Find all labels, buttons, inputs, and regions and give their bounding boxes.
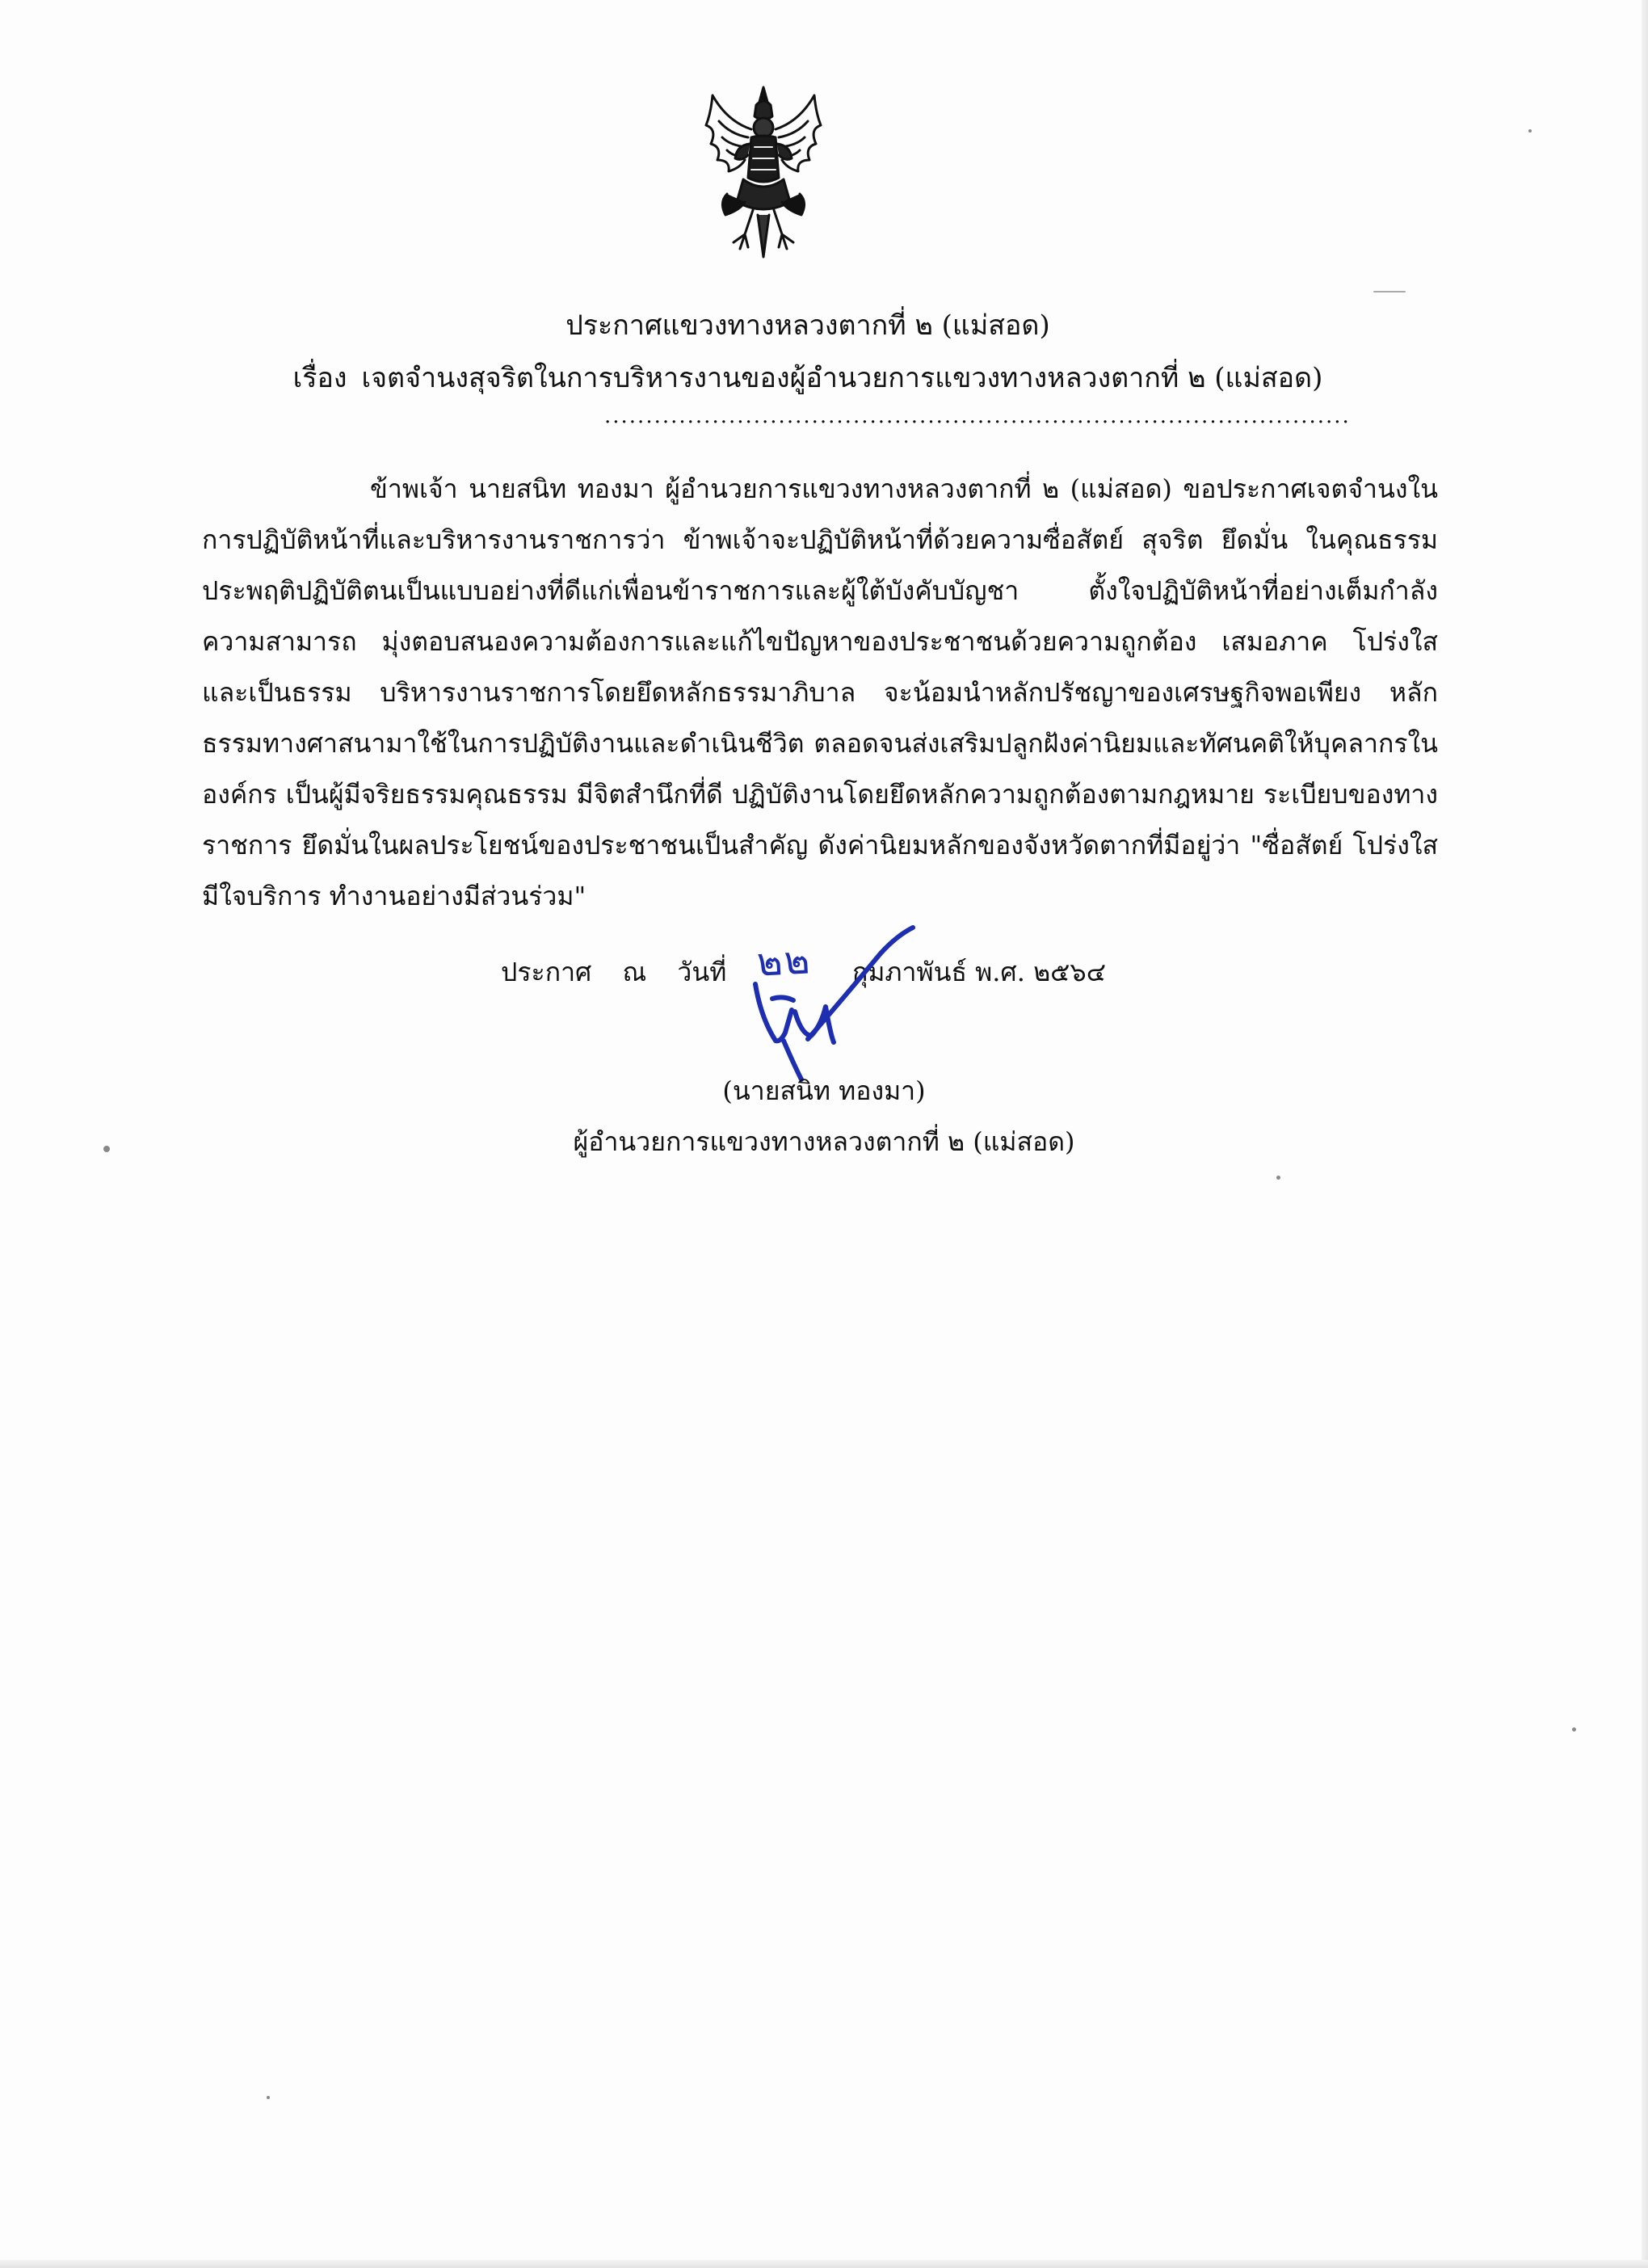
announcement-paragraph: ข้าพเจ้า นายสนิท ทองมา ผู้อำนวยการแขวงทางหลวงตากที่ ๒ (แม่สอด) ขอประกาศเจตจำนงในการปฏิบัติหน้าที่และบริหารงานราชการว่า ข้าพเจ้าจะปฏิบัติหน้าที่ด้วยความซื่อสัตย์ สุจริต ยึดมั่น ในคุณธรรมประพฤติปฏิบัติตนเป็นแบบอย่างที่ดีแก่เพื่อนข้าราชการและผู้ใต้บังคับบัญชา ตั้งใจปฏิบัติหน้าที่อย่างเต็มกำลังความสามารถ มุ่งตอบสนองความต้องการและแก้ไขปัญหาของประชาชนด้วยความถูกต้อง เสมอภาค โปร่งใส และเป็นธรรม บริหารงานราชการโดยยึดหลักธรรมาภิบาล จะน้อมนำหลักปรัชญาของเศรษฐกิจพอเพียง หลักธรรมทางศาสนามาใช้ในการปฏิบัติงานและดำเนินชีวิต ตลอดจนส่งเสริมปลูกฝังค่านิยมและทัศนคติให้บุคลากรในองค์กร เป็นผู้มีจริยธรรมคุณธรรม มีจิตสำนึกที่ดี ปฏิบัติงานโดยยึดหลักความถูกต้องตามกฎหมาย ระเบียบของทางราชการ ยึดมั่นในผลประโยชน์ของประชาชนเป็นสำคัญ ดังค่านิยมหลักของจังหวัดตากที่มีอยู่ว่า "ซื่อสัตย์ โปร่งใส มีใจบริการ ทำงานอย่างมีส่วนร่วม" [202,473,1438,911]
date-na: ณ [622,957,647,987]
page-bottom-edge [0,2260,1648,2268]
scan-speck [267,2096,270,2099]
document-subject [0,356,1632,399]
title-divider: .......................................................................................... [604,404,1351,428]
scan-speck [1572,1727,1576,1732]
scan-speck [1276,1176,1280,1180]
subject-text: เจตจำนงสุจริตในการบริหารงานของผู้อำนวยการแขวงทางหลวงตากที่ ๒ (แม่สอด) [361,362,1323,394]
handwritten-signature-icon [614,921,961,1083]
date-month-year: กุมภาพันธ์ พ.ศ. ๒๕๖๔ [851,957,1106,987]
garuda-emblem-icon [695,81,832,263]
signatory-name: (นายสนิท ทองมา) [722,1075,926,1106]
announcement-body [202,464,1438,922]
scan-speck [1528,129,1532,133]
date-day-label: วันที่ [677,957,727,987]
document-title: ประกาศแขวงทางหลวงตากที่ ๒ (แม่สอด) [565,309,1050,342]
date-label: ประกาศ [501,957,592,987]
date-day-handwritten: ๒๒ [756,937,813,986]
scan-speck [1373,291,1406,292]
subject-label: เรื่อง [292,362,347,394]
signatory-position: ผู้อำนวยการแขวงทางหลวงตากที่ ๒ (แม่สอด) [573,1126,1075,1157]
page-edge [1642,0,1648,2268]
scan-speck [103,1146,110,1152]
